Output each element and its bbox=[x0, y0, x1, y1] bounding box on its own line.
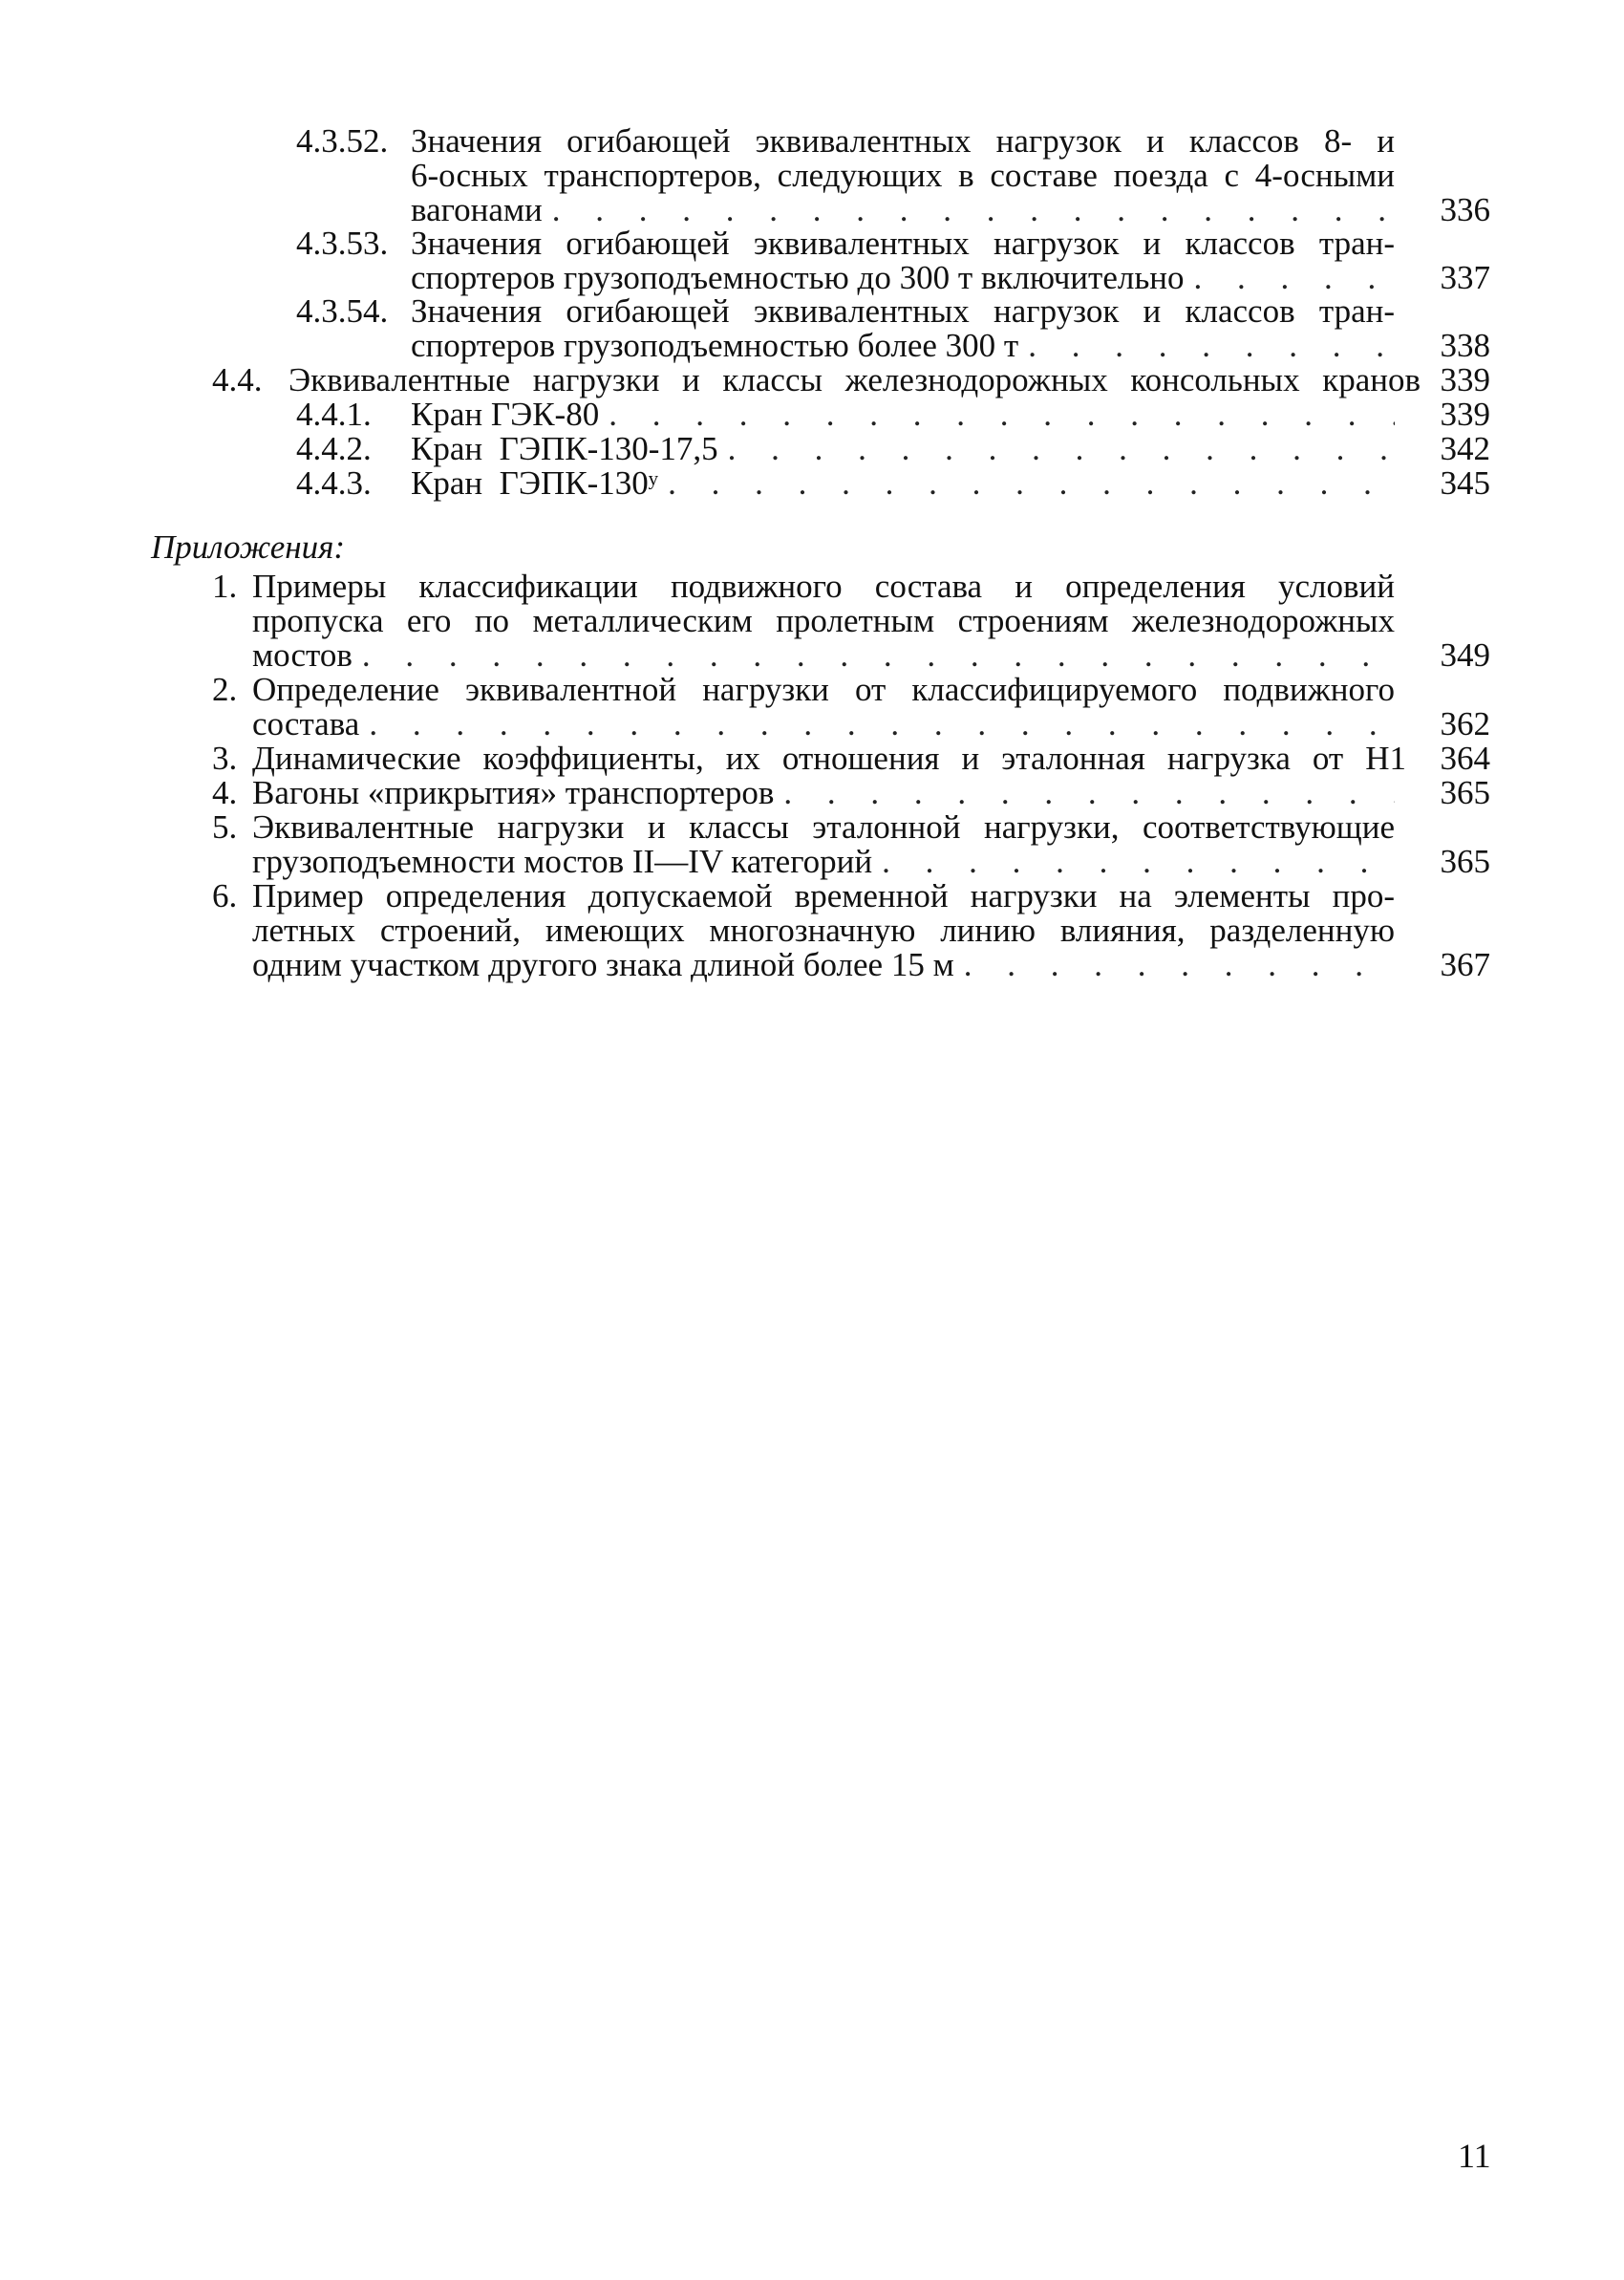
appendix-text: одним участком другого знака длиной более 15 м bbox=[252, 946, 954, 983]
toc-entry-page: 337 bbox=[1440, 259, 1490, 296]
appendix-page: 367 bbox=[1440, 946, 1490, 983]
dot-leader bbox=[1018, 329, 1395, 363]
appendix-number: 1. bbox=[212, 568, 238, 605]
appendix-text: состава bbox=[252, 705, 360, 742]
appendix-text: Вагоны «прикрытия» транспортеров bbox=[252, 774, 775, 811]
appendix-number: 2. bbox=[212, 671, 238, 708]
dot-leader bbox=[353, 638, 1395, 673]
toc-entry-number: 4.3.54. bbox=[296, 292, 389, 330]
toc-entry-number: 4.3.53. bbox=[296, 225, 389, 262]
appendix-text: Примеры классификации подвижного состава и определения условий bbox=[252, 568, 1395, 605]
toc-entry-text: Значения огибающей эквивалентных нагрузок и классов тран- bbox=[411, 225, 1395, 262]
dot-leader bbox=[718, 432, 1395, 466]
toc-entry-page: 345 bbox=[1440, 464, 1490, 502]
dot-leader bbox=[774, 776, 1395, 810]
toc-entry-text: Кран ГЭК-80 bbox=[411, 396, 600, 433]
dot-leader bbox=[954, 948, 1395, 982]
appendix-text: грузоподъемности мостов II—IV категорий bbox=[252, 843, 873, 880]
toc-entry-number: 4.4.2. bbox=[296, 430, 372, 467]
dot-leader bbox=[658, 466, 1395, 501]
appendix-text: Динамические коэффициенты, их отношения и эталонная нагрузка от Н1 bbox=[252, 740, 1406, 777]
appendix-page: 365 bbox=[1440, 843, 1490, 880]
toc-entry-number: 4.3.52. bbox=[296, 122, 389, 160]
appendix-number: 6. bbox=[212, 877, 238, 914]
dot-leader bbox=[359, 707, 1395, 742]
appendix-number: 5. bbox=[212, 808, 238, 846]
toc-entry-page: 339 bbox=[1440, 396, 1490, 433]
toc-entry-text: 6-осных транспортеров, следующих в составе поезда с 4-осными bbox=[411, 157, 1395, 194]
toc-entry-number: 4.4. bbox=[212, 361, 263, 398]
appendix-number: 4. bbox=[212, 774, 238, 811]
appendix-page: 364 bbox=[1440, 740, 1490, 777]
toc-entry-number: 4.4.1. bbox=[296, 396, 372, 433]
toc-entry-text: Кран ГЭПК-130ʸ bbox=[411, 464, 659, 502]
toc-entry-page: 338 bbox=[1440, 327, 1490, 364]
appendix-page: 362 bbox=[1440, 705, 1490, 742]
dot-leader bbox=[543, 193, 1395, 227]
toc-entry-text: вагонами bbox=[411, 191, 543, 228]
appendix-page: 365 bbox=[1440, 774, 1490, 811]
dot-leader bbox=[872, 845, 1395, 879]
toc-entry-text: Кран ГЭПК-130-17,5 bbox=[411, 430, 718, 467]
appendix-text: летных строений, имеющих многозначную линию влияния, разделенную bbox=[252, 912, 1395, 949]
appendix-text: Пример определения допускаемой временной нагрузки на элементы про- bbox=[252, 877, 1395, 914]
toc-entry-page: 336 bbox=[1440, 191, 1490, 228]
dot-leader bbox=[1185, 261, 1395, 295]
appendix-text: мостов bbox=[252, 636, 353, 674]
toc-entry-text: спортеров грузоподъемностью более 300 т bbox=[411, 327, 1019, 364]
dot-leader bbox=[599, 398, 1395, 432]
toc-entry-text: Значения огибающей эквивалентных нагрузок и классов 8- и bbox=[411, 122, 1395, 160]
appendix-number: 3. bbox=[212, 740, 238, 777]
page-number: 11 bbox=[1458, 2137, 1491, 2175]
appendix-text: пропуска его по металлическим пролетным строениям железнодорожных bbox=[252, 602, 1395, 639]
toc-entry-number: 4.4.3. bbox=[296, 464, 372, 502]
appendices-heading: Приложения: bbox=[151, 528, 346, 566]
toc-entry-text: Эквивалентные нагрузки и классы железнодорожных консольных кранов bbox=[288, 361, 1421, 398]
toc-entry-text: Значения огибающей эквивалентных нагрузок и классов тран- bbox=[411, 292, 1395, 330]
toc-entry-page: 339 bbox=[1440, 361, 1490, 398]
toc-entry-page: 342 bbox=[1440, 430, 1490, 467]
appendix-text: Эквивалентные нагрузки и классы эталонной нагрузки, соответствующие bbox=[252, 808, 1395, 846]
appendix-page: 349 bbox=[1440, 636, 1490, 674]
toc-entry-text: спортеров грузоподъемностью до 300 т включительно bbox=[411, 259, 1185, 296]
appendix-text: Определение эквивалентной нагрузки от классифицируемого подвижного bbox=[252, 671, 1395, 708]
